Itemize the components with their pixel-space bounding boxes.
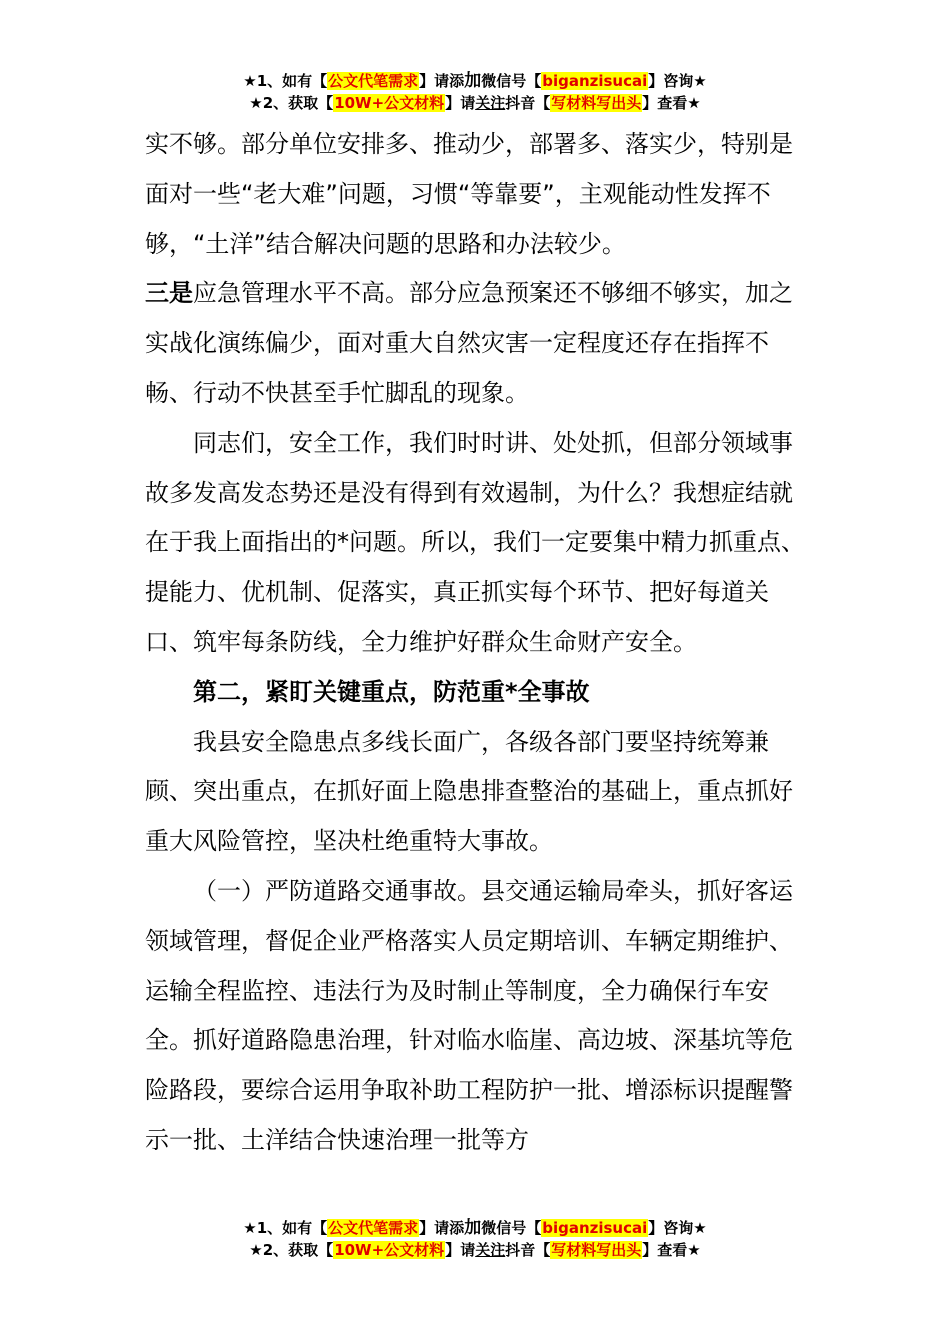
paragraph-2 bbox=[145, 269, 805, 418]
document-body bbox=[145, 120, 805, 1166]
banner-text: ★1、如有【 bbox=[243, 72, 328, 90]
banner-text: 微信号【 bbox=[481, 1219, 542, 1237]
banner-text: 关注 bbox=[475, 94, 506, 112]
paragraph-4: 我县安全隐患点多线长面广，各级各部门要坚持统筹兼顾、突出重点，在抓好面上隐患排查整治的基础上，重点抓好重大风险管控，坚决杜绝重特大事故。 bbox=[145, 727, 793, 856]
paragraph-5: （一）严防道路交通事故。县交通运输局牵头，抓好客运领域管理，督促企业严格落实人员定期培训、车辆定期维护、运输全程监控、违法行为及时制止等制度，全力确保行车安全。抓好道路隐患治理，针对临水临崖、高边坡、深基坑等危险路段，要综合运用争取补助工程防护一批、增添标识提醒警示一批、土洋结合快速治理一批等方 bbox=[145, 876, 793, 1154]
banner-text: 】查看★ bbox=[642, 1241, 701, 1259]
banner-highlight: biganzisucai bbox=[542, 1219, 648, 1237]
banner-text: 关注 bbox=[475, 1241, 506, 1259]
banner-text: 】请 bbox=[445, 94, 476, 112]
banner-highlight: 写材料写出头 bbox=[551, 1241, 642, 1259]
paragraph-3: 同志们，安全工作，我们时时讲、处处抓，但部分领域事故多发高发态势还是没有得到有效遏制，为什么？我想症结就在于我上面指出的*问题。所以，我们一定要集中精力抓重点、提能力、优机制、促落实，真正抓实每个环节、把好每道关口、筑牢每条防线，全力维护好群众生命财产安全。 bbox=[145, 428, 805, 656]
banner-highlight: 10W+公文材料 bbox=[334, 94, 445, 112]
paragraph-1: 实不够。部分单位安排多、推动少，部署多、落实少，特别是面对一些“老大难”问题，习惯“等靠要”，主观能动性发挥不够，“土洋”结合解决问题的思路和办法较少。 bbox=[145, 130, 793, 258]
banner-text: 】请添 bbox=[419, 1219, 465, 1237]
banner-highlight: 10W+公文材料 bbox=[334, 1241, 445, 1259]
section-heading: 第二，紧盯关键重点，防范重*全事故 bbox=[193, 677, 590, 706]
paragraph-2-text: 应急管理水平不高。部分应急预案还不够细不够实，加之实战化演练偏少，面对重大自然灾害一定程度还存在指挥不畅、行动不快甚至手忙脚乱的现象。 bbox=[145, 279, 793, 407]
banner-text: 加 bbox=[464, 1218, 482, 1238]
banner-text: 】请添 bbox=[419, 72, 465, 90]
banner-text: 】咨询★ bbox=[648, 1219, 707, 1237]
banner-text: 抖音【 bbox=[505, 94, 551, 112]
banner-line-1 bbox=[0, 70, 950, 92]
banner-text: ★2、获取【 bbox=[249, 94, 334, 112]
banner-highlight: biganzisucai bbox=[542, 72, 648, 90]
banner-line-1 bbox=[0, 1217, 950, 1239]
footer-banner bbox=[0, 1217, 950, 1261]
banner-text: ★2、获取【 bbox=[249, 1241, 334, 1259]
header-banner bbox=[0, 70, 950, 114]
banner-text: 】咨询★ bbox=[648, 72, 707, 90]
banner-text: ★1、如有【 bbox=[243, 1219, 328, 1237]
banner-text: 加 bbox=[464, 71, 482, 91]
banner-line-2 bbox=[0, 92, 950, 114]
banner-highlight: 公文代笔需求 bbox=[328, 1219, 419, 1237]
banner-text: 】请 bbox=[445, 1241, 476, 1259]
banner-text: 】查看★ bbox=[642, 94, 701, 112]
banner-line-2 bbox=[0, 1239, 950, 1261]
banner-text: 微信号【 bbox=[481, 72, 542, 90]
paragraph-2-lead: 三是 bbox=[145, 279, 193, 308]
banner-highlight: 写材料写出头 bbox=[551, 94, 642, 112]
banner-highlight: 公文代笔需求 bbox=[328, 72, 419, 90]
banner-text: 抖音【 bbox=[505, 1241, 551, 1259]
